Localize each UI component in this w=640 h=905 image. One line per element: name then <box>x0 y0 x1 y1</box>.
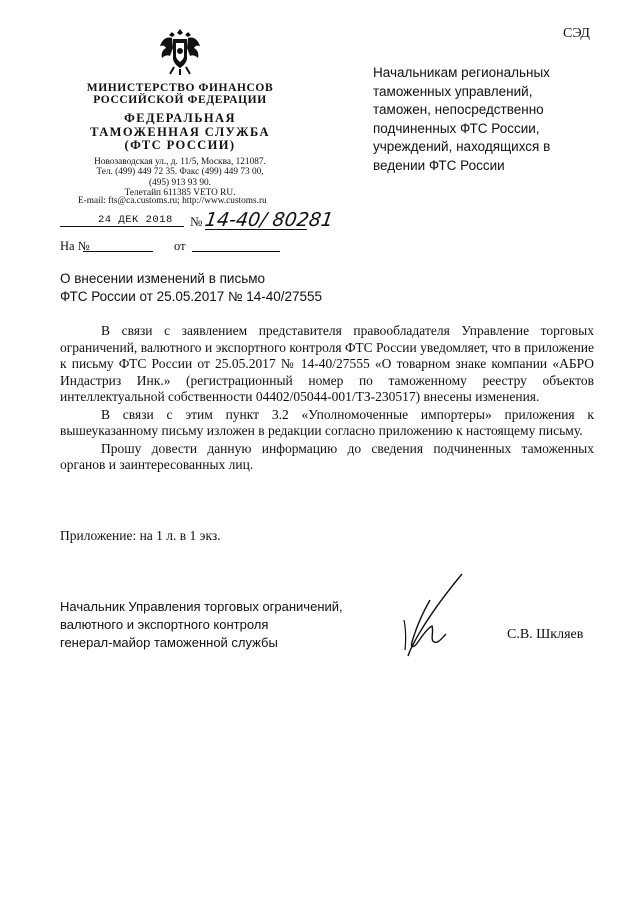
reference-date-field <box>192 251 280 252</box>
addressee-line: учреждений, находящихся в <box>373 139 551 154</box>
addressee-line: ведении ФТС России <box>373 157 505 173</box>
service-name <box>60 112 300 153</box>
body-paragraph: Прошу довести данную информацию до сведения подчиненных таможенных органов и заинтересованных лиц. <box>60 440 594 472</box>
signer-title-line: генерал-майор таможенной службы <box>60 635 278 650</box>
date-stamp: 24 ДЕК 2018 <box>98 214 173 226</box>
addressee-block <box>373 64 603 175</box>
body-paragraph: В связи с заявлением представителя правообладателя Управление торговых ограничений, валютного и экспортного контроля ФТС России уведомляет, что в приложение к письму ФТС России от 25.05.2017 № 14-40/27555 «О товарном знаке компании «АБРО Индастриз Инк.» (регистрационный номер по таможенному реестру объектов интеллектуальной собственности 04402/05044-001/ТЗ-230517) внесены изменения. <box>60 323 594 404</box>
ministry-line: МИНИСТЕРСТВО ФИНАНСОВ <box>86 82 274 94</box>
contact-line: Телетайп 611385 VETO RU. <box>124 187 236 198</box>
ministry-name <box>60 82 300 106</box>
signature-icon <box>392 570 474 662</box>
reference-label: На № <box>60 239 90 253</box>
eagle-emblem-icon <box>158 26 202 76</box>
attachment-note: Приложение: на 1 л. в 1 экз. <box>60 528 221 543</box>
contact-line: (495) 913 93 90. <box>149 177 211 188</box>
reference-from-label: от <box>174 239 186 253</box>
document-number: 14-40/ 80281 <box>203 209 335 231</box>
contact-line: Новозаводская ул., д. 11/5, Москва, 121087. <box>94 157 266 167</box>
sed-mark: СЭД <box>563 26 590 41</box>
addressee-line: таможенных управлений, <box>373 83 533 99</box>
letter-body <box>60 323 594 474</box>
addressee-line: таможен, непосредственно <box>373 102 544 117</box>
number-underline <box>205 229 307 230</box>
subject-line: ФТС России от 25.05.2017 № 14-40/27555 <box>60 289 323 304</box>
service-line: (ФТС РОССИИ) <box>124 138 236 152</box>
service-line: ТАМОЖЕННАЯ СЛУЖБА <box>90 124 270 139</box>
email-line: E-mail: fts@ca.customs.ru; http://www.customs.ru <box>78 196 267 206</box>
ministry-line: РОССИЙСКОЙ ФЕДЕРАЦИИ <box>93 94 267 106</box>
body-paragraph: В связи с этим пункт 3.2 «Уполномоченные импортеры» приложения к вышеуказанному письму изложен в редакции согласно приложению к настоящему письму. <box>60 406 594 438</box>
service-line: ФЕДЕРАЛЬНАЯ <box>124 111 236 125</box>
number-prefix: № <box>190 214 203 229</box>
signer-name: С.В. Шкляев <box>507 627 584 642</box>
subject-line: О внесении изменений в письмо <box>60 271 266 286</box>
contact-line: Тел. (499) 449 72 35. Факс (499) 449 73 00, <box>96 167 264 178</box>
addressee-line: Начальникам региональных <box>373 65 550 80</box>
addressee-line: подчиненных ФТС России, <box>373 120 540 136</box>
signer-title <box>60 598 343 652</box>
signer-title-line: валютного и экспортного контроля <box>60 617 269 632</box>
contact-block <box>60 157 300 198</box>
signer-title-line: Начальник Управления торговых ограничений, <box>60 599 343 614</box>
reference-number-field <box>83 251 153 252</box>
subject-block <box>60 270 322 306</box>
